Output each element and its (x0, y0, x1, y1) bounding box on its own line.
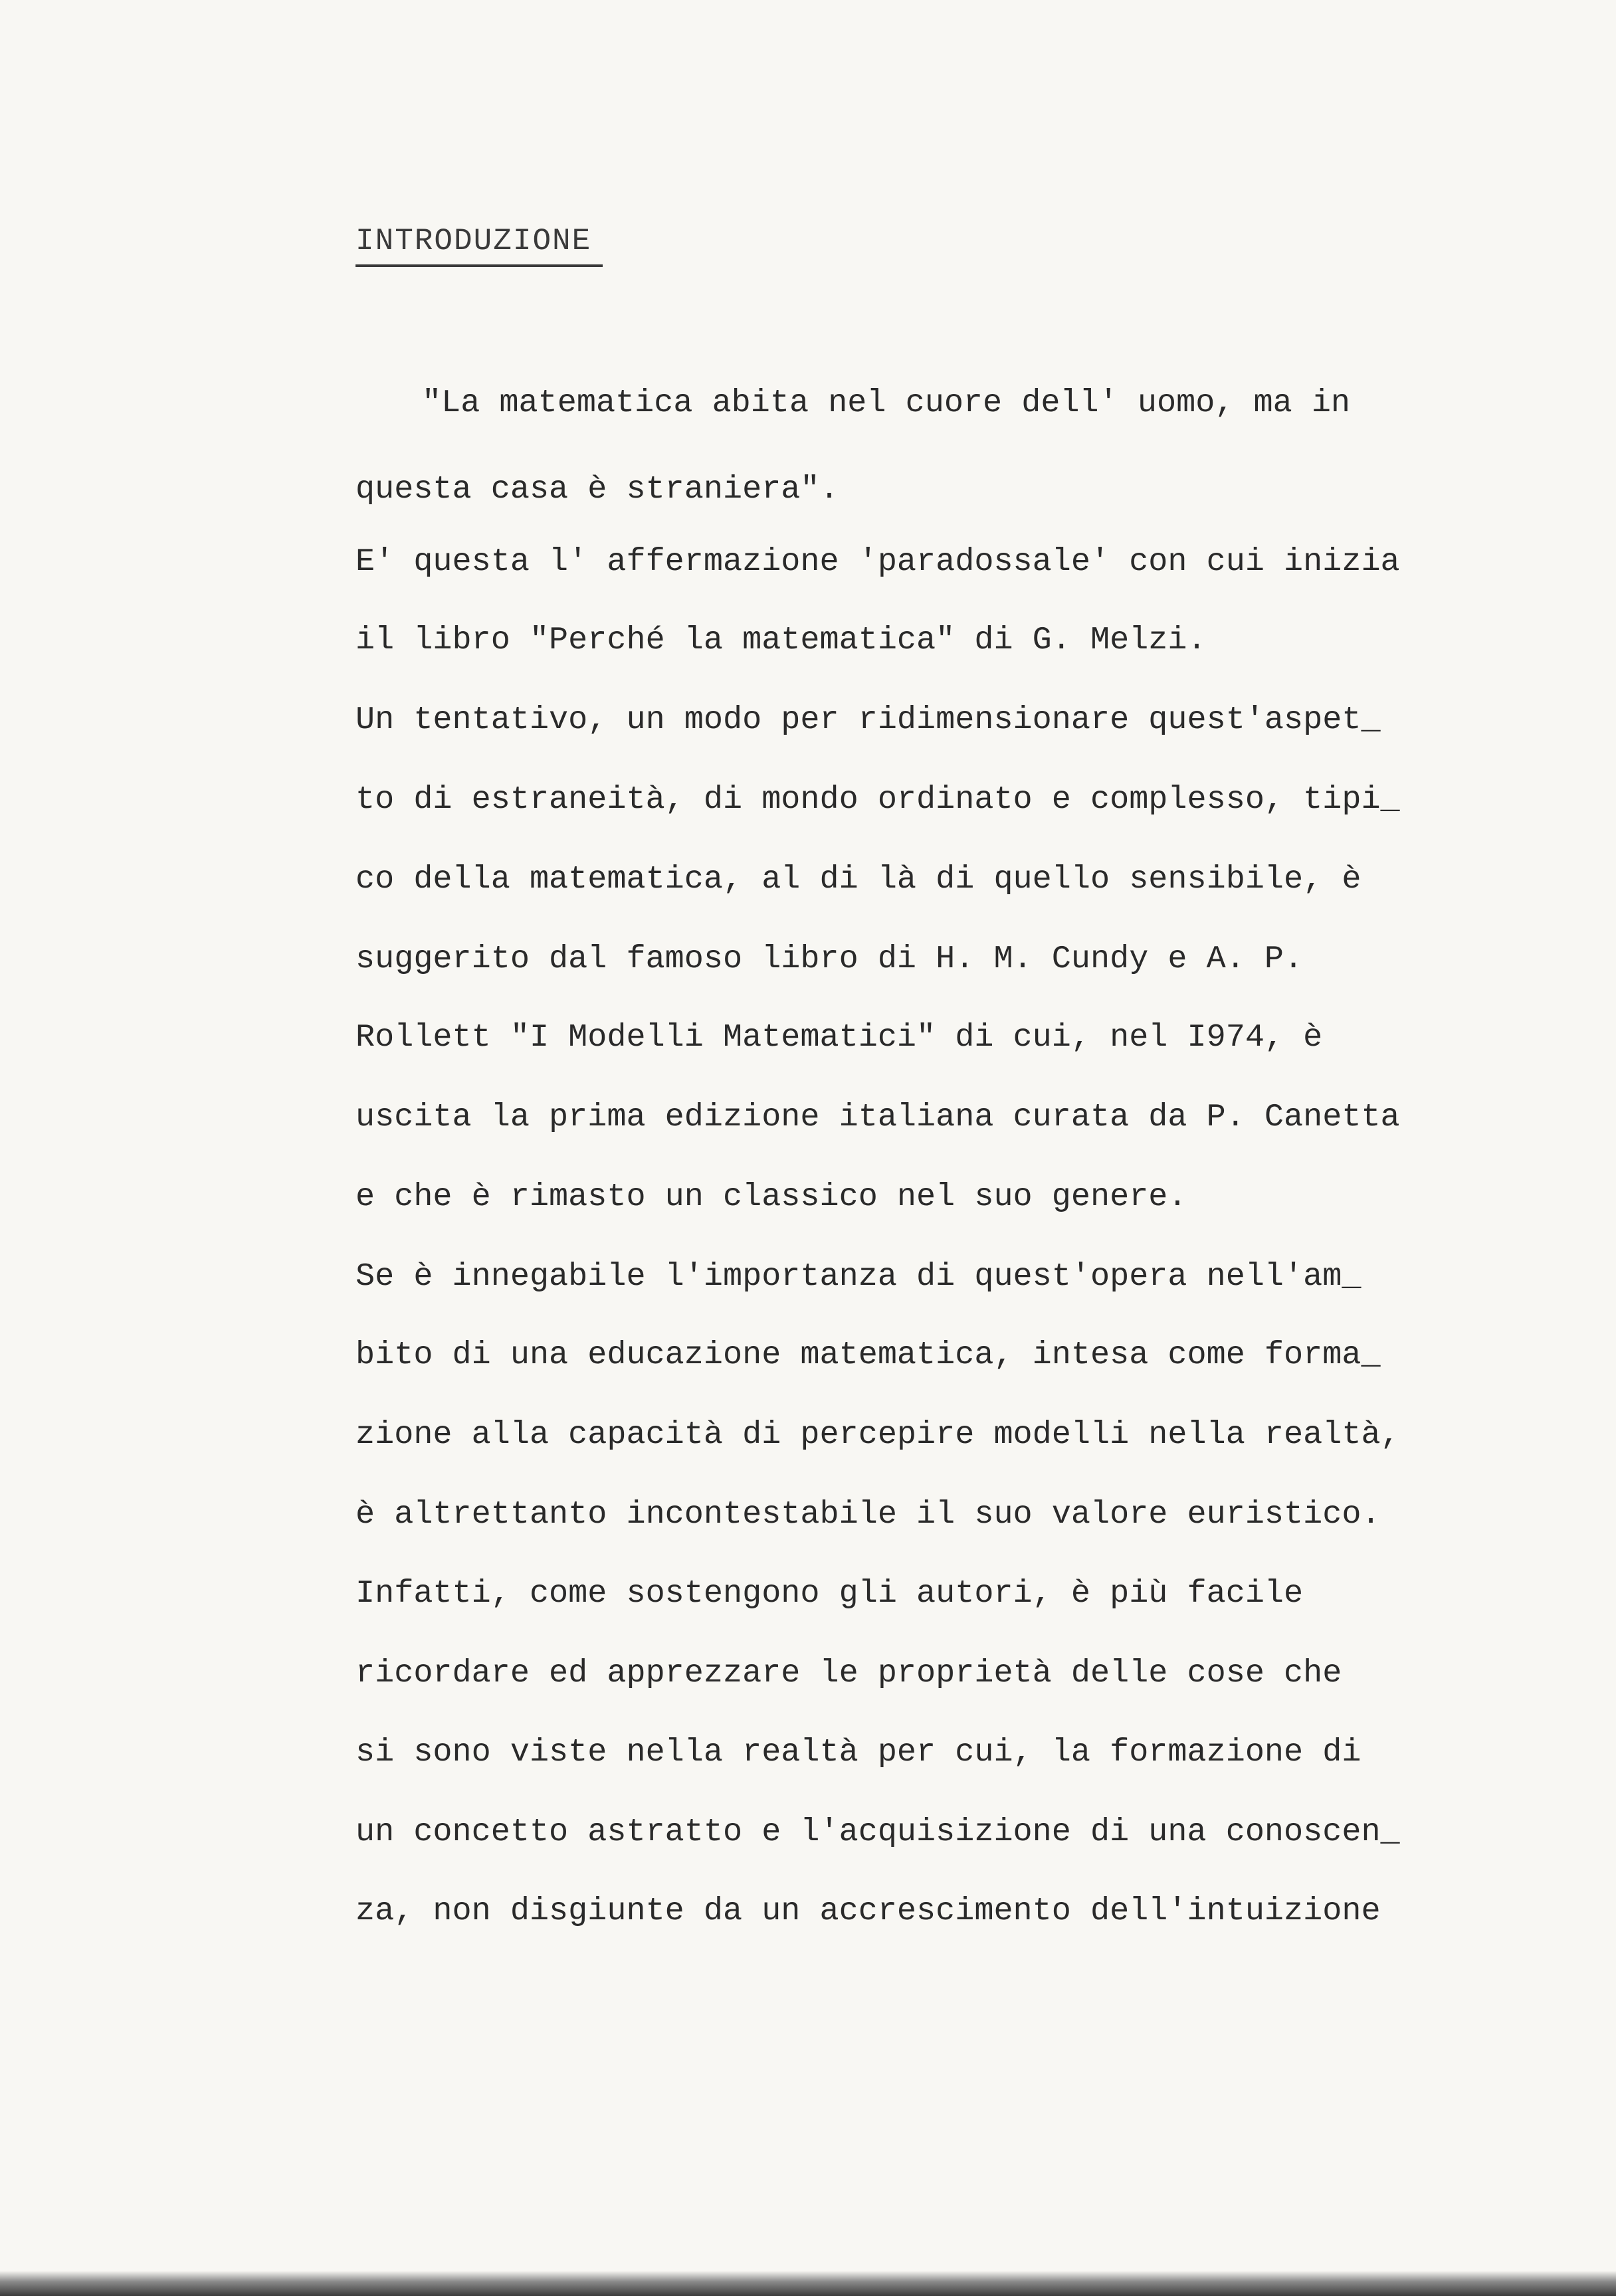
text-line-19: un concetto astratto e l'acquisizione di una conoscen_ (355, 1814, 1400, 1850)
text-line-3: E' questa l' affermazione 'paradossale' con cui inizia (355, 543, 1400, 580)
text-line-4: il libro "Perché la matematica" di G. Melzi. (355, 622, 1207, 658)
text-line-14: zione alla capacità di percepire modelli nella realtà, (355, 1416, 1400, 1453)
text-line-5: Un tentativo, un modo per ridimensionare quest'aspet_ (355, 702, 1381, 738)
text-line-12: Se è innegabile l'importanza di quest'opera nell'am_ (355, 1258, 1362, 1295)
text-line-17: ricordare ed apprezzare le proprietà delle cose che (355, 1655, 1342, 1691)
text-line-7: co della matematica, al di là di quello sensibile, è (355, 861, 1362, 898)
text-line-11: e che è rimasto un classico nel suo genere. (355, 1179, 1187, 1215)
text-line-9: Rollett "I Modelli Matematici" di cui, nel I974, è (355, 1019, 1323, 1056)
text-line-6: to di estraneità, di mondo ordinato e complesso, tipi_ (355, 781, 1400, 818)
text-line-2: questa casa è straniera". (355, 471, 839, 508)
text-line-15: è altrettanto incontestabile il suo valore euristico. (355, 1496, 1381, 1533)
text-line-13: bito di una educazione matematica, intesa come forma_ (355, 1337, 1381, 1373)
text-line-18: si sono viste nella realtà per cui, la formazione di (355, 1734, 1362, 1770)
text-line-16: Infatti, come sostengono gli autori, è più facile (355, 1575, 1304, 1612)
text-line-1: "La matematica abita nel cuore dell' uomo, ma in (422, 385, 1351, 421)
text-line-20: za, non disgiunte da un accrescimento dell'intuizione (355, 1893, 1381, 1929)
text-line-8: suggerito dal famoso libro di H. M. Cundy e A. P. (355, 941, 1304, 977)
text-line-10: uscita la prima edizione italiana curata da P. Canetta (355, 1099, 1400, 1135)
scan-bottom-edge (0, 2271, 1616, 2296)
document-heading: INTRODUZIONE (355, 224, 592, 258)
